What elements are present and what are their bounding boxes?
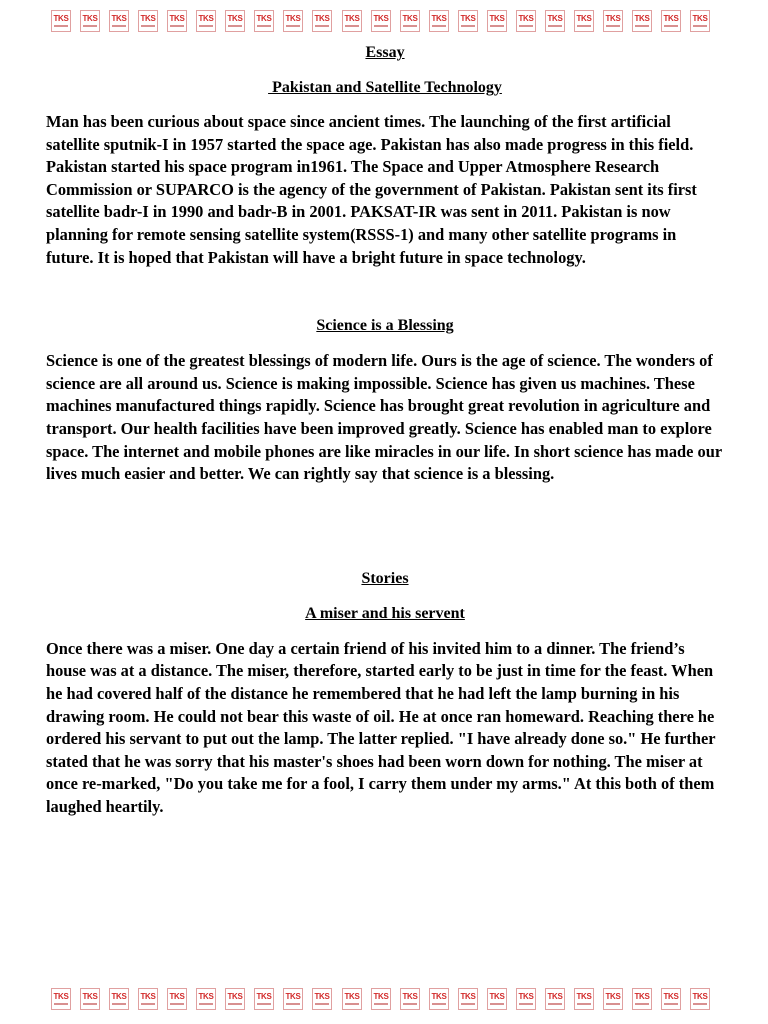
tks-logo-icon [80, 988, 100, 1010]
tks-logo-stripe [693, 1003, 707, 1005]
tks-logo-stripe [548, 1003, 562, 1005]
tks-logo-text: TKS [344, 14, 360, 23]
tks-logo-stripe [664, 1003, 678, 1005]
tks-logo-text: TKS [692, 992, 708, 1001]
tks-logo-stripe [112, 1003, 126, 1005]
tks-logo-stripe [403, 25, 417, 27]
tks-logo-icon [429, 10, 449, 32]
tks-logo-icon [342, 10, 362, 32]
tks-logo-text: TKS [198, 14, 214, 23]
tks-logo-text: TKS [576, 992, 592, 1001]
topic-title-science: Science is a Blessing [316, 317, 454, 335]
tks-logo-text: TKS [489, 14, 505, 23]
tks-logo-icon [661, 10, 681, 32]
story-body-miser: Once there was a miser. One day a certain friend of his invited him to a dinner. The friend’s house was at a distance. The miser, therefore, started early to be just in time for the feast. When he had covered half of the distance he remembered that he had left the lamp burning in his drawing room. He could not bear this waste of oil. He at once ran homeward. Reaching there he ordered his servant to put out the lamp. The latter replied. "I have already done so." He further stated that he was sorry that his master's shoes had been worn down for nothing. The miser at once re-marked, "Do you take me for a fool, I carry them under my arms." At this both of them laughed heartily. [46, 638, 716, 816]
tks-logo-stripe [315, 1003, 329, 1005]
tks-logo-stripe [257, 1003, 271, 1005]
tks-logo-text: TKS [489, 992, 505, 1001]
tks-logo-stripe [374, 25, 388, 27]
tks-logo-text: TKS [140, 992, 156, 1001]
tks-logo-icon [574, 988, 594, 1010]
tks-logo-stripe [548, 25, 562, 27]
tks-logo-stripe [141, 25, 155, 27]
tks-logo-stripe [83, 25, 97, 27]
tks-logo-stripe [54, 25, 68, 27]
tks-logo-text: TKS [227, 992, 243, 1001]
tks-logo-text: TKS [285, 992, 301, 1001]
tks-logo-stripe [374, 1003, 388, 1005]
tks-logo-text: TKS [344, 992, 360, 1001]
tks-logo-text: TKS [402, 14, 418, 23]
tks-logo-stripe [664, 25, 678, 27]
tks-logo-icon [371, 10, 391, 32]
tks-logo-stripe [257, 25, 271, 27]
tks-logo-icon [400, 988, 420, 1010]
tks-logo-stripe [286, 25, 300, 27]
tks-logo-icon [632, 988, 652, 1010]
tks-logo-stripe [170, 1003, 184, 1005]
tks-logo-stripe [432, 1003, 446, 1005]
tks-logo-icon [516, 10, 536, 32]
tks-logo-text: TKS [82, 992, 98, 1001]
tks-logo-text: TKS [111, 14, 127, 23]
tks-logo-text: TKS [692, 14, 708, 23]
tks-logo-text: TKS [634, 992, 650, 1001]
tks-logo-text: TKS [663, 14, 679, 23]
tks-logo-icon [312, 988, 332, 1010]
tks-logo-text: TKS [314, 992, 330, 1001]
tks-logo-stripe [693, 25, 707, 27]
tks-logo-icon [400, 10, 420, 32]
topic-title-satellite: Pakistan and Satellite Technology [268, 79, 502, 96]
tks-logo-icon [109, 988, 129, 1010]
tks-logo-icon [429, 988, 449, 1010]
tks-logo-icon [516, 988, 536, 1010]
tks-logo-text: TKS [285, 14, 301, 23]
tks-logo-icon [458, 10, 478, 32]
tks-logo-icon [283, 10, 303, 32]
tks-logo-text: TKS [373, 14, 389, 23]
tks-logo-icon [371, 988, 391, 1010]
tks-logo-text: TKS [82, 14, 98, 23]
bottom-border [0, 988, 768, 1014]
top-border [0, 10, 768, 36]
tks-logo-icon [545, 10, 565, 32]
tks-logo-icon [632, 10, 652, 32]
tks-logo-text: TKS [431, 14, 447, 23]
tks-logo-icon [342, 988, 362, 1010]
tks-logo-stripe [635, 1003, 649, 1005]
tks-logo-text: TKS [140, 14, 156, 23]
tks-logo-icon [225, 988, 245, 1010]
tks-logo-icon [51, 988, 71, 1010]
tks-logo-icon [109, 10, 129, 32]
tks-logo-icon [138, 988, 158, 1010]
tks-logo-text: TKS [460, 14, 476, 23]
tks-logo-text: TKS [111, 992, 127, 1001]
tks-logo-stripe [519, 25, 533, 27]
tks-logo-stripe [519, 1003, 533, 1005]
tks-logo-stripe [345, 1003, 359, 1005]
tks-logo-stripe [461, 25, 475, 27]
tks-logo-stripe [490, 1003, 504, 1005]
topic-body-science: Science is one of the greatest blessings of modern life. Ours is the age of science. The wonders of science are all around us. Science is making impossible. Science has given us machines. These machines manufactured things rapidly. Science has brought great revolution in agriculture and transport. Our health facilities have been improved greatly. Science has enabled man to explore space. The internet and mobile phones are like miracles in our life. In short science has made our lives much easier and better. We can rightly say that science is a blessing. [46, 351, 722, 484]
tks-logo-text: TKS [605, 992, 621, 1001]
tks-logo-text: TKS [576, 14, 592, 23]
tks-logo-stripe [577, 25, 591, 27]
tks-logo-stripe [228, 25, 242, 27]
tks-logo-stripe [490, 25, 504, 27]
tks-logo-text: TKS [431, 992, 447, 1001]
tks-logo-stripe [461, 1003, 475, 1005]
tks-logo-icon [603, 10, 623, 32]
tks-logo-text: TKS [373, 992, 389, 1001]
tks-logo-icon [167, 988, 187, 1010]
tks-logo-text: TKS [256, 992, 272, 1001]
tks-logo-text: TKS [402, 992, 418, 1001]
tks-logo-stripe [403, 1003, 417, 1005]
stories-heading: Stories [361, 569, 409, 587]
tks-logo-stripe [54, 1003, 68, 1005]
tks-logo-text: TKS [53, 992, 69, 1001]
tks-logo-icon [196, 10, 216, 32]
tks-logo-icon [690, 10, 710, 32]
tks-logo-text: TKS [634, 14, 650, 23]
tks-logo-icon [80, 10, 100, 32]
tks-logo-stripe [83, 1003, 97, 1005]
tks-logo-stripe [606, 25, 620, 27]
tks-logo-text: TKS [169, 14, 185, 23]
tks-logo-stripe [635, 25, 649, 27]
tks-logo-stripe [432, 25, 446, 27]
tks-logo-stripe [170, 25, 184, 27]
tks-logo-stripe [112, 25, 126, 27]
tks-logo-icon [661, 988, 681, 1010]
tks-logo-text: TKS [518, 992, 534, 1001]
tks-logo-text: TKS [53, 14, 69, 23]
tks-logo-stripe [606, 1003, 620, 1005]
tks-logo-text: TKS [198, 992, 214, 1001]
tks-logo-icon [254, 988, 274, 1010]
tks-logo-stripe [228, 1003, 242, 1005]
tks-logo-stripe [577, 1003, 591, 1005]
tks-logo-icon [458, 988, 478, 1010]
tks-logo-icon [603, 988, 623, 1010]
tks-logo-text: TKS [256, 14, 272, 23]
tks-logo-icon [574, 10, 594, 32]
tks-logo-text: TKS [227, 14, 243, 23]
document-body [46, 42, 724, 818]
tks-logo-icon [225, 10, 245, 32]
story-title-miser: A miser and his servent [305, 604, 465, 622]
tks-logo-stripe [345, 25, 359, 27]
tks-logo-icon [487, 10, 507, 32]
tks-logo-text: TKS [547, 992, 563, 1001]
tks-logo-stripe [199, 25, 213, 27]
tks-logo-text: TKS [605, 14, 621, 23]
tks-logo-text: TKS [169, 992, 185, 1001]
tks-logo-icon [283, 988, 303, 1010]
tks-logo-text: TKS [547, 14, 563, 23]
essay-heading: Essay [365, 44, 405, 61]
tks-logo-icon [138, 10, 158, 32]
tks-logo-icon [690, 988, 710, 1010]
tks-logo-text: TKS [314, 14, 330, 23]
tks-logo-stripe [286, 1003, 300, 1005]
tks-logo-stripe [141, 1003, 155, 1005]
topic-body-satellite: Man has been curious about space since ancient times. The launching of the first artificial satellite sputnik-I in 1957 started the space age. Pakistan has also made progress in this field. Pakistan started his space program in1961. The Space and Upper Atmosphere Research Commission or SUPARCO is the agency of the government of Pakistan. Pakistan sent its first satellite badr-I in 1990 and badr-B in 2001. PAKSAT-IR was sent in 2011. Pakistan is now planning for remote sensing satellite system(RSSS-1) and many other satellite programs in future. It is hoped that Pakistan will have a bright future in space technology. [46, 112, 697, 267]
tks-logo-icon [196, 988, 216, 1010]
tks-logo-text: TKS [518, 14, 534, 23]
tks-logo-icon [51, 10, 71, 32]
tks-logo-text: TKS [663, 992, 679, 1001]
tks-logo-text: TKS [460, 992, 476, 1001]
tks-logo-icon [545, 988, 565, 1010]
tks-logo-icon [487, 988, 507, 1010]
tks-logo-stripe [199, 1003, 213, 1005]
tks-logo-stripe [315, 25, 329, 27]
tks-logo-icon [312, 10, 332, 32]
tks-logo-icon [254, 10, 274, 32]
tks-logo-icon [167, 10, 187, 32]
